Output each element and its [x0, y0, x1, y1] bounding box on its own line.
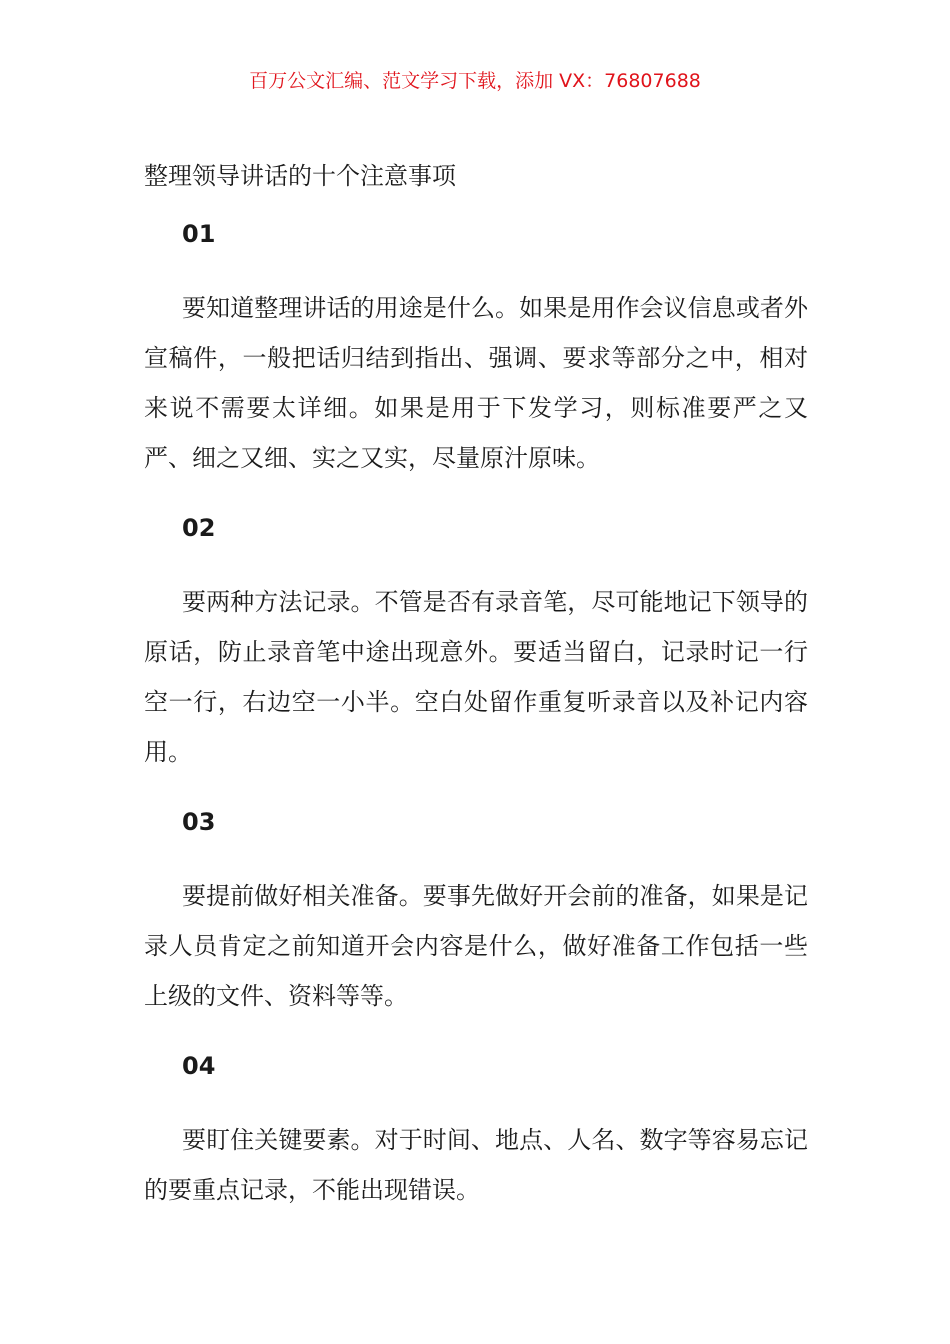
section-paragraph: 要两种方法记录。不管是否有录音笔，尽可能地记下领导的原话，防止录音笔中途出现意外。要适当留白，记录时记一行空一行，右边空一小半。空白处留作重复听录音以及补记内容用。 [144, 588, 808, 766]
document-title: 整理领导讲话的十个注意事项 [144, 162, 456, 190]
section-paragraph: 要知道整理讲话的用途是什么。如果是用作会议信息或者外宣稿件，一般把话归结到指出、强调、要求等部分之中，相对来说不需要太详细。如果是用于下发学习，则标准要严之又严、细之又细、实之又实，尽量原汁原味。 [144, 294, 808, 472]
section-number: 04 [182, 1052, 216, 1080]
section-number: 02 [182, 514, 216, 542]
header-watermark-text: 百万公文汇编、范文学习下载，添加 VX：76807688 [249, 70, 701, 92]
section-paragraph: 要提前做好相关准备。要事先做好开会前的准备，如果是记录人员肯定之前知道开会内容是什么，做好准备工作包括一些上级的文件、资料等等。 [144, 882, 808, 1010]
section-number: 01 [182, 220, 216, 248]
section-number: 03 [182, 808, 216, 836]
section-paragraph: 要盯住关键要素。对于时间、地点、人名、数字等容易忘记的要重点记录，不能出现错误。 [144, 1126, 808, 1204]
